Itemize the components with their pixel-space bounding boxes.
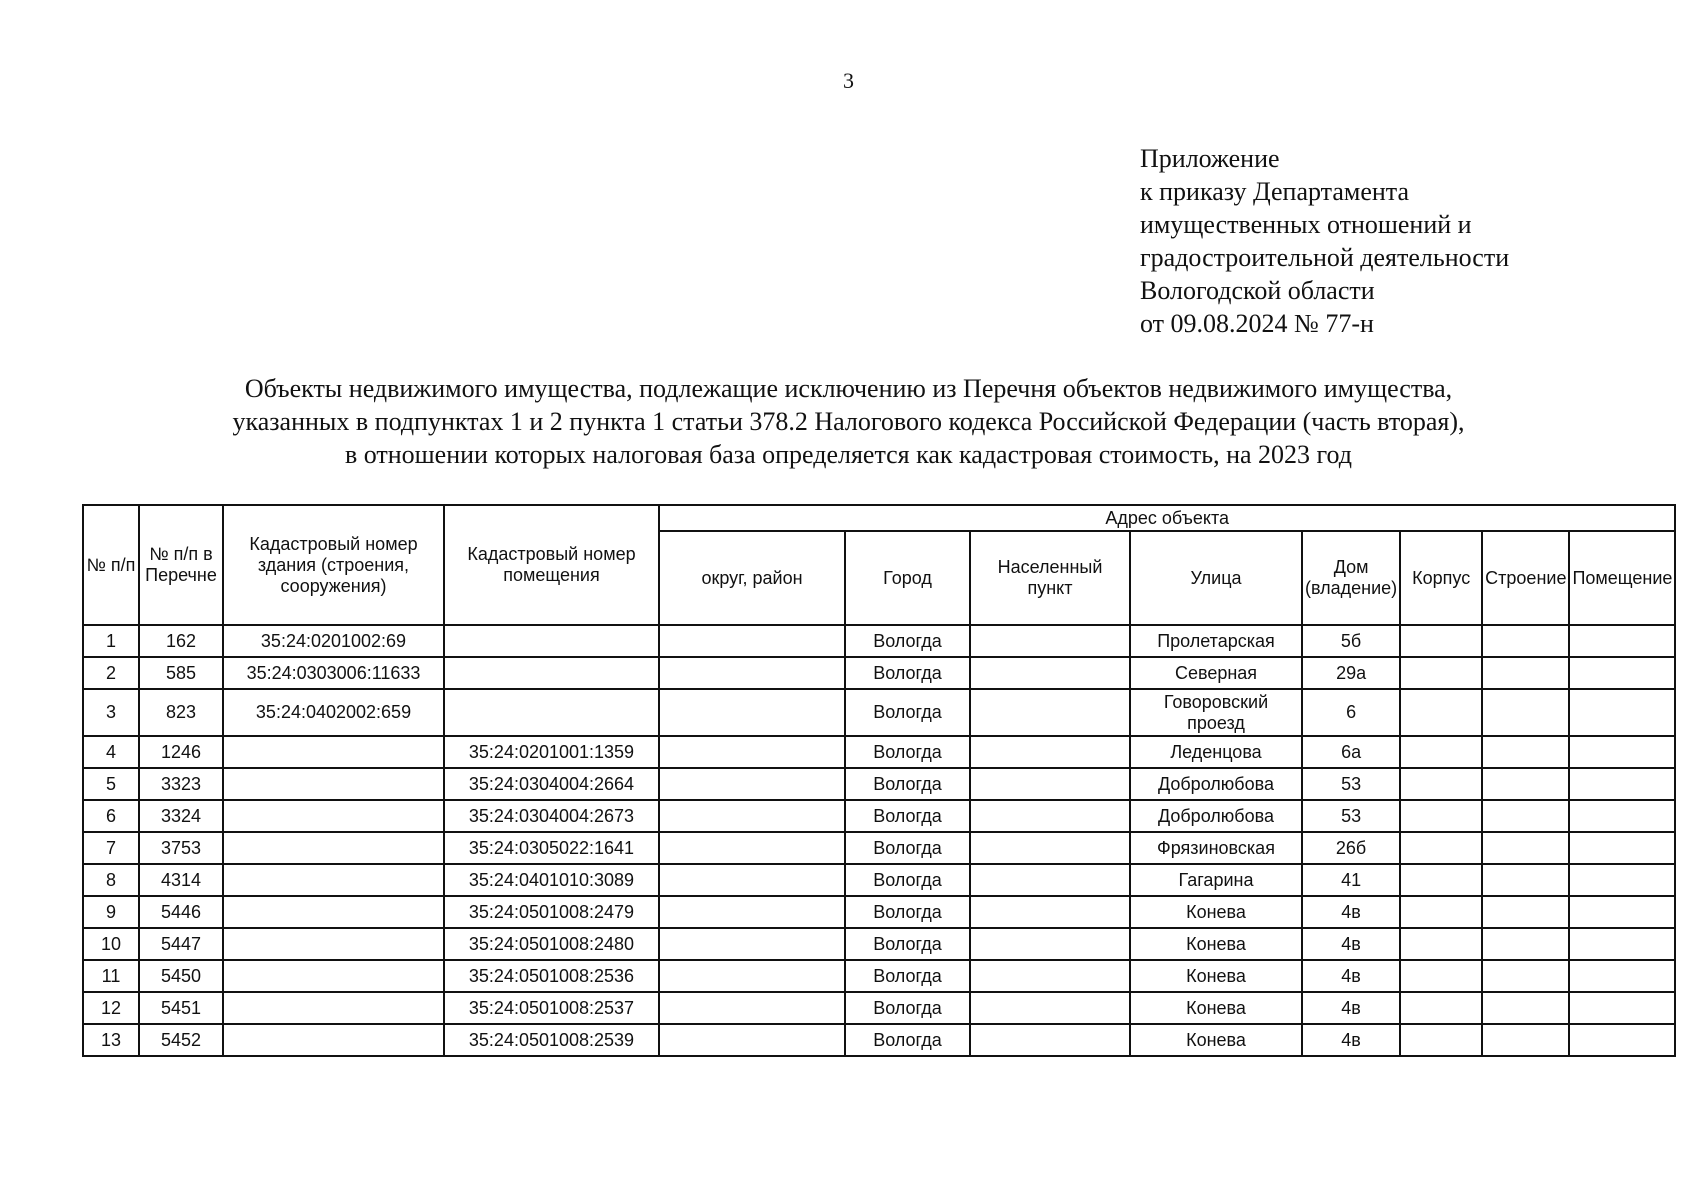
cell-house: 6а — [1302, 736, 1400, 768]
cell-premises-cadastral: 35:24:0501008:2539 — [444, 1024, 659, 1056]
cell-stroenie — [1482, 657, 1569, 689]
cell-list-num: 5451 — [139, 992, 223, 1024]
table-row — [83, 736, 1675, 768]
appendix-line: к приказу Департамента — [1140, 177, 1410, 206]
cell-settlement — [970, 864, 1130, 896]
cell-premises-cadastral: 35:24:0304004:2664 — [444, 768, 659, 800]
cell-stroenie — [1482, 800, 1569, 832]
cell-district — [659, 992, 845, 1024]
cell-district — [659, 689, 845, 736]
cell-district — [659, 736, 845, 768]
cell-stroenie — [1482, 896, 1569, 928]
cell-korpus — [1400, 896, 1482, 928]
cell-pomeshchenie — [1569, 864, 1675, 896]
cell-num: 7 — [83, 832, 139, 864]
cell-pomeshchenie — [1569, 832, 1675, 864]
title-line: в отношении которых налоговая база определяется как кадастровая стоимость, на 2023 год — [344, 440, 1353, 469]
cell-district — [659, 864, 845, 896]
cell-building-cadastral — [223, 992, 444, 1024]
cell-district — [659, 625, 845, 657]
cell-house: 4в — [1302, 896, 1400, 928]
cell-house: 4в — [1302, 1024, 1400, 1056]
cell-premises-cadastral: 35:24:0201001:1359 — [444, 736, 659, 768]
cell-settlement — [970, 768, 1130, 800]
cell-city: Вологда — [845, 800, 970, 832]
document-title — [0, 372, 1697, 471]
cell-building-cadastral — [223, 736, 444, 768]
header-num: № п/п — [83, 505, 139, 625]
cell-settlement — [970, 736, 1130, 768]
cell-num: 1 — [83, 625, 139, 657]
cell-district — [659, 832, 845, 864]
cell-premises-cadastral: 35:24:0305022:1641 — [444, 832, 659, 864]
appendix-block — [1140, 142, 1509, 340]
cell-street: Говоровский проезд — [1130, 689, 1302, 736]
cell-street: Конева — [1130, 1024, 1302, 1056]
cell-list-num: 5447 — [139, 928, 223, 960]
cell-district — [659, 768, 845, 800]
cell-list-num: 823 — [139, 689, 223, 736]
cell-stroenie — [1482, 832, 1569, 864]
cell-list-num: 5450 — [139, 960, 223, 992]
cell-korpus — [1400, 625, 1482, 657]
cell-city: Вологда — [845, 1024, 970, 1056]
cell-street: Добролюбова — [1130, 768, 1302, 800]
cell-street: Добролюбова — [1130, 800, 1302, 832]
cell-korpus — [1400, 800, 1482, 832]
cell-korpus — [1400, 992, 1482, 1024]
cell-street: Пролетарская — [1130, 625, 1302, 657]
table-row — [83, 992, 1675, 1024]
cell-settlement — [970, 657, 1130, 689]
cell-house: 4в — [1302, 992, 1400, 1024]
cell-stroenie — [1482, 625, 1569, 657]
cell-district — [659, 1024, 845, 1056]
cell-korpus — [1400, 1024, 1482, 1056]
cell-city: Вологда — [845, 689, 970, 736]
cell-building-cadastral — [223, 1024, 444, 1056]
cell-settlement — [970, 928, 1130, 960]
cell-num: 10 — [83, 928, 139, 960]
cell-city: Вологда — [845, 736, 970, 768]
cell-building-cadastral: 35:24:0402002:659 — [223, 689, 444, 736]
table-row — [83, 625, 1675, 657]
cell-house: 4в — [1302, 928, 1400, 960]
cell-premises-cadastral — [444, 657, 659, 689]
cell-building-cadastral — [223, 896, 444, 928]
header-korpus: Корпус — [1400, 531, 1482, 625]
cell-street: Конева — [1130, 896, 1302, 928]
cell-list-num: 4314 — [139, 864, 223, 896]
cell-settlement — [970, 992, 1130, 1024]
cell-city: Вологда — [845, 832, 970, 864]
cell-stroenie — [1482, 960, 1569, 992]
cell-settlement — [970, 625, 1130, 657]
cell-pomeshchenie — [1569, 928, 1675, 960]
cell-pomeshchenie — [1569, 657, 1675, 689]
header-premises-cadastral: Кадастровый номер помещения — [444, 505, 659, 625]
cell-building-cadastral — [223, 800, 444, 832]
cell-pomeshchenie — [1569, 689, 1675, 736]
cell-house: 53 — [1302, 800, 1400, 832]
cell-list-num: 5452 — [139, 1024, 223, 1056]
table-row — [83, 800, 1675, 832]
cell-city: Вологда — [845, 992, 970, 1024]
cell-city: Вологда — [845, 864, 970, 896]
cell-pomeshchenie — [1569, 800, 1675, 832]
cell-stroenie — [1482, 736, 1569, 768]
cell-pomeshchenie — [1569, 992, 1675, 1024]
cell-street: Северная — [1130, 657, 1302, 689]
cell-building-cadastral — [223, 960, 444, 992]
page-number: 3 — [843, 68, 854, 93]
cell-district — [659, 657, 845, 689]
cell-stroenie — [1482, 864, 1569, 896]
table-body — [83, 625, 1675, 1056]
cell-house: 41 — [1302, 864, 1400, 896]
cell-settlement — [970, 896, 1130, 928]
cell-list-num: 3323 — [139, 768, 223, 800]
cell-list-num: 1246 — [139, 736, 223, 768]
table-row — [83, 1024, 1675, 1056]
cell-premises-cadastral: 35:24:0501008:2480 — [444, 928, 659, 960]
cell-stroenie — [1482, 768, 1569, 800]
appendix-line: имущественных отношений и — [1140, 210, 1472, 239]
header-address-group: Адрес объекта — [659, 505, 1675, 531]
cell-premises-cadastral — [444, 625, 659, 657]
cell-house: 26б — [1302, 832, 1400, 864]
cell-num: 8 — [83, 864, 139, 896]
property-table-wrapper — [82, 504, 1676, 1057]
cell-list-num: 585 — [139, 657, 223, 689]
cell-city: Вологда — [845, 625, 970, 657]
header-street: Улица — [1130, 531, 1302, 625]
cell-district — [659, 928, 845, 960]
cell-korpus — [1400, 689, 1482, 736]
header-building-cadastral: Кадастровый номер здания (строения, сооружения) — [223, 505, 444, 625]
cell-district — [659, 960, 845, 992]
cell-building-cadastral — [223, 928, 444, 960]
cell-korpus — [1400, 832, 1482, 864]
cell-korpus — [1400, 928, 1482, 960]
cell-list-num: 3324 — [139, 800, 223, 832]
cell-num: 12 — [83, 992, 139, 1024]
cell-stroenie — [1482, 928, 1569, 960]
cell-street: Фрязиновская — [1130, 832, 1302, 864]
cell-building-cadastral — [223, 768, 444, 800]
header-settlement: Населенный пункт — [970, 531, 1130, 625]
cell-settlement — [970, 800, 1130, 832]
cell-stroenie — [1482, 992, 1569, 1024]
header-stroenie: Строение — [1482, 531, 1569, 625]
cell-settlement — [970, 960, 1130, 992]
cell-city: Вологда — [845, 657, 970, 689]
cell-settlement — [970, 832, 1130, 864]
cell-stroenie — [1482, 1024, 1569, 1056]
title-line: указанных в подпунктах 1 и 2 пункта 1 статьи 378.2 Налогового кодекса Российской Федерации (часть вторая), — [232, 407, 1465, 436]
cell-city: Вологда — [845, 928, 970, 960]
cell-stroenie — [1482, 689, 1569, 736]
table-row — [83, 896, 1675, 928]
cell-settlement — [970, 689, 1130, 736]
table-row — [83, 960, 1675, 992]
cell-list-num: 5446 — [139, 896, 223, 928]
cell-korpus — [1400, 960, 1482, 992]
cell-premises-cadastral: 35:24:0401010:3089 — [444, 864, 659, 896]
cell-district — [659, 800, 845, 832]
cell-premises-cadastral: 35:24:0501008:2536 — [444, 960, 659, 992]
appendix-line: от 09.08.2024 № 77-н — [1140, 309, 1374, 338]
cell-house: 4в — [1302, 960, 1400, 992]
cell-street: Гагарина — [1130, 864, 1302, 896]
appendix-line: Вологодской области — [1140, 276, 1375, 305]
cell-premises-cadastral: 35:24:0501008:2537 — [444, 992, 659, 1024]
cell-street: Конева — [1130, 992, 1302, 1024]
cell-list-num: 162 — [139, 625, 223, 657]
cell-house: 53 — [1302, 768, 1400, 800]
cell-house: 5б — [1302, 625, 1400, 657]
property-table — [82, 504, 1676, 1057]
table-row — [83, 768, 1675, 800]
table-row — [83, 864, 1675, 896]
cell-num: 6 — [83, 800, 139, 832]
cell-premises-cadastral — [444, 689, 659, 736]
cell-city: Вологда — [845, 960, 970, 992]
table-row — [83, 928, 1675, 960]
cell-num: 3 — [83, 689, 139, 736]
cell-pomeshchenie — [1569, 960, 1675, 992]
cell-premises-cadastral: 35:24:0304004:2673 — [444, 800, 659, 832]
cell-pomeshchenie — [1569, 625, 1675, 657]
cell-city: Вологда — [845, 896, 970, 928]
cell-korpus — [1400, 736, 1482, 768]
cell-pomeshchenie — [1569, 896, 1675, 928]
header-pomeshchenie: Помещение — [1569, 531, 1675, 625]
cell-premises-cadastral: 35:24:0501008:2479 — [444, 896, 659, 928]
cell-num: 9 — [83, 896, 139, 928]
cell-building-cadastral — [223, 832, 444, 864]
cell-korpus — [1400, 864, 1482, 896]
cell-building-cadastral: 35:24:0303006:11633 — [223, 657, 444, 689]
appendix-line: Приложение — [1140, 144, 1280, 173]
cell-num: 2 — [83, 657, 139, 689]
table-row — [83, 689, 1675, 736]
cell-city: Вологда — [845, 768, 970, 800]
table-row — [83, 657, 1675, 689]
cell-street: Конева — [1130, 928, 1302, 960]
cell-pomeshchenie — [1569, 736, 1675, 768]
cell-house: 29а — [1302, 657, 1400, 689]
cell-korpus — [1400, 768, 1482, 800]
cell-num: 11 — [83, 960, 139, 992]
header-district: округ, район — [659, 531, 845, 625]
cell-pomeshchenie — [1569, 1024, 1675, 1056]
cell-num: 13 — [83, 1024, 139, 1056]
cell-list-num: 3753 — [139, 832, 223, 864]
title-line: Объекты недвижимого имущества, подлежащие исключению из Перечня объектов недвижимого имущества, — [244, 374, 1453, 403]
cell-settlement — [970, 1024, 1130, 1056]
cell-num: 5 — [83, 768, 139, 800]
cell-building-cadastral — [223, 864, 444, 896]
cell-building-cadastral: 35:24:0201002:69 — [223, 625, 444, 657]
header-house: Дом (владение) — [1302, 531, 1400, 625]
cell-street: Конева — [1130, 960, 1302, 992]
appendix-line: градостроительной деятельности — [1140, 243, 1510, 272]
cell-house: 6 — [1302, 689, 1400, 736]
header-city: Город — [845, 531, 970, 625]
table-row — [83, 832, 1675, 864]
cell-district — [659, 896, 845, 928]
cell-street: Леденцова — [1130, 736, 1302, 768]
cell-korpus — [1400, 657, 1482, 689]
cell-num: 4 — [83, 736, 139, 768]
header-list-num: № п/п в Перечне — [139, 505, 223, 625]
cell-pomeshchenie — [1569, 768, 1675, 800]
